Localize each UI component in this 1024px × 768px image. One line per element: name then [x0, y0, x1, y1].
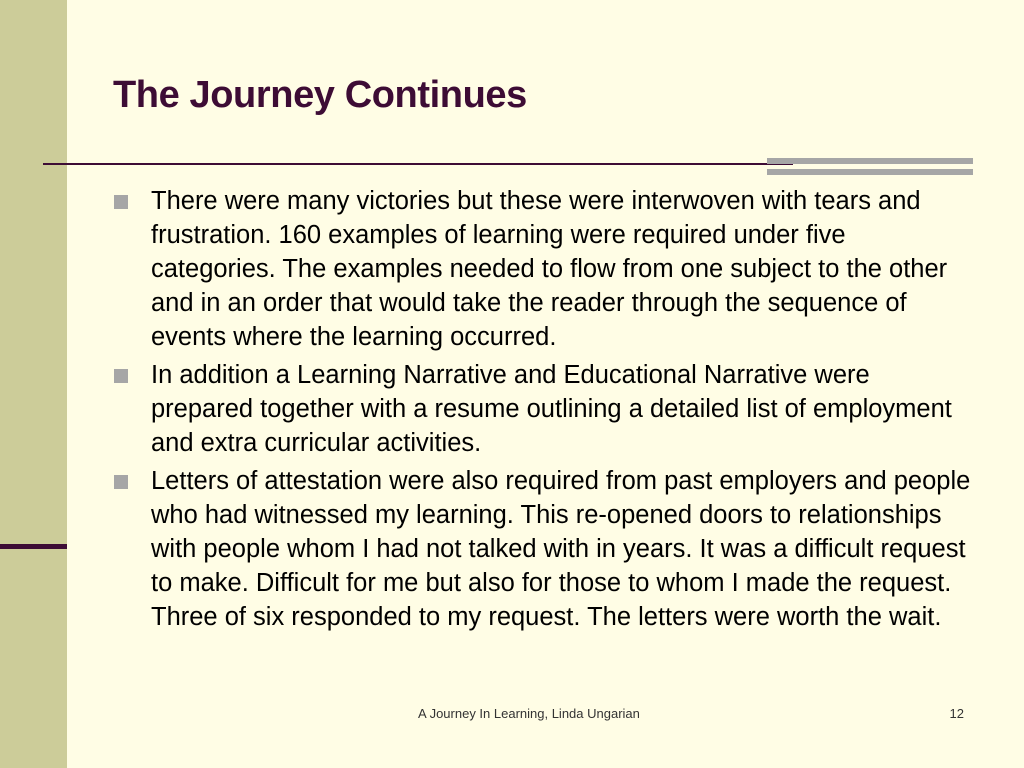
left-sidebar-band [0, 0, 67, 768]
bullet-item [114, 358, 972, 460]
bullet-text: Letters of attestation were also required from past employers and people who had witnessed my learning. This re-opened doors to relationships with people whom I had not talked with in years. It was a difficult request to make. Difficult for me but also for those to whom I made the request. Three of six responded to my request. The letters were worth the wait. [151, 467, 971, 631]
accent-bar-bottom [767, 169, 973, 175]
square-bullet-icon [114, 369, 128, 383]
square-bullet-icon [114, 195, 128, 209]
bullet-item [114, 464, 972, 634]
bullet-item [114, 184, 972, 354]
slide-title: The Journey Continues [113, 74, 527, 116]
footer-text: A Journey In Learning, Linda Ungarian [418, 706, 640, 721]
accent-bar-top [767, 158, 973, 164]
page-number: 12 [949, 706, 964, 721]
bullet-list [114, 184, 972, 638]
square-bullet-icon [114, 475, 128, 489]
sidebar-divider [0, 544, 67, 549]
bullet-text: In addition a Learning Narrative and Educational Narrative were prepared together with a resume outlining a detailed list of employment and extra curricular activities. [151, 361, 952, 457]
title-divider [43, 163, 793, 165]
bullet-text: There were many victories but these were interwoven with tears and frustration. 160 examples of learning were required under five categories. The examples needed to flow from one subject to the other and in an order that would take the reader through the sequence of events where the learning occurred. [151, 187, 948, 351]
